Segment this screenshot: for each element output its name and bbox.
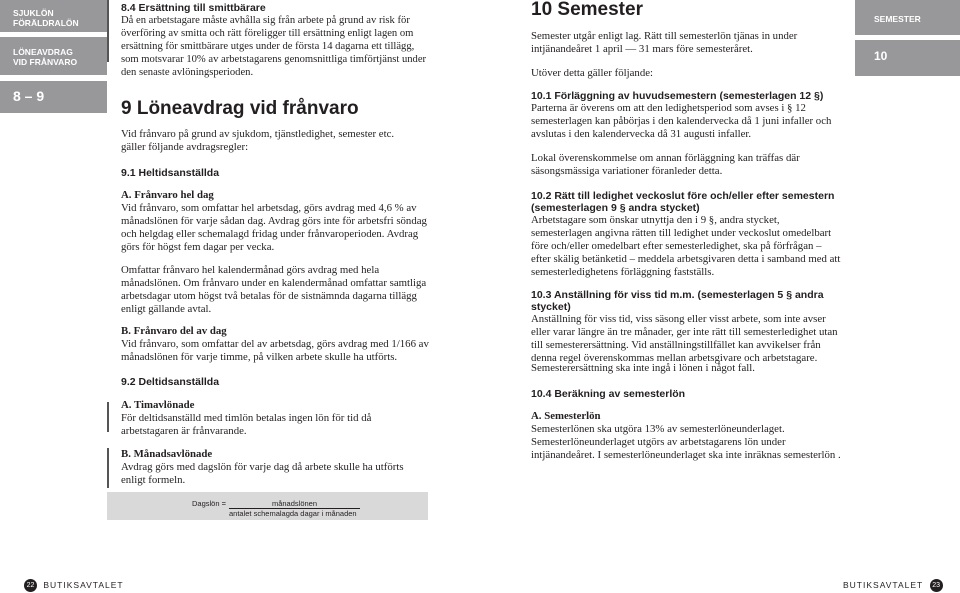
subsection-body: För deltidsanställd med timlön betalas ingen lön för tid då arbetstagaren är frånvarande. [121,412,372,438]
paragraph-full-month: Omfattar frånvaro hel kalendermånad görs avdrag med hela månadslönen. Om frånvaro under en kalendermånad omfattar samtliga arbetsdagar utom högst två betalas för de sistnämnda dagarna tillägg enligt gällande avtal. [121,264,427,316]
section-heading-8-4: 8.4 Ersättning till smittbärare [121,2,266,14]
section-heading-10-4: 10.4 Beräkning av semesterlön [531,388,686,400]
subsection-body: Vid frånvaro, som omfattar hel arbetsdag, görs avdrag med 4,6 % av månadslönen för varje sådan dag. Avdrag görs inte för arbetsfri söndag och helgdag eller schemalagd fridag under frånvaroperioden. Avdrag görs för högst fem dagar per vecka. [121,202,427,254]
section-body-8-4: Då en arbetstagare måste avhålla sig från arbete på grund av risk för överföring av smitta och rätt föreligger till ersättning enligt lagen om ersättning för smittbärare utges under de första 14 dagarna ett tillägg, som motsvarar 10% av arbetstagarens genomsnittliga timförtjänst under den senaste avlöningsperioden. [121,15,427,79]
sidebar-tab-loneavdrag[interactable] [0,37,107,75]
formula-box [107,492,428,520]
page-number-badge: 22 [24,579,37,592]
paragraph-outover: Utöver detta gäller följande: [531,67,654,79]
sidebar-tab-semester[interactable]: SEMESTER [855,0,960,35]
section-heading-9-2: 9.2 Deltidsanställda [121,376,220,388]
subsection-heading: B. Månadsavlönade [121,448,213,460]
subsection-heading: A. Timavlönade [121,399,195,411]
sidebar-tab-section-10[interactable]: 10 [855,40,960,76]
subsection-body: Avdrag görs med dagslön för varje dag då arbete skulle ha utförts enligt formeln. [121,461,404,487]
sidebar-tab-section-range[interactable]: 8 – 9 [0,81,107,113]
section-heading-10-1: 10.1 Förläggning av huvudsemestern (semesterlagen 12 §) [531,90,824,102]
paragraph-note: Semesterersättning ska inte ingå i lönen i något fall. [531,362,755,374]
paragraph-local-agreement: Lokal överenskommelse om annan förläggning kan träffas där säsongsmässiga variationer föranleder detta. [531,152,800,178]
chapter-title-9: 9 Löneavdrag vid frånvaro [121,98,359,119]
margin-bar [107,448,109,488]
subsection-heading: A. Semesterlön [531,410,601,422]
section-body-10-2: Arbetstagare som önskar utnyttja den i 9 §, andra stycket, semesterlagen angivna rätten till ledighet under veckoslut omedelbart före och/eller omedelbart efter semesterledighet, ska på förfrågan – efter skälig betänketid – meddela arbetsgivaren detta i samband med att semesterledighetens förläggning fastställs. [531,214,841,279]
footer-left [24,579,124,592]
footer-label: BUTIKSAVTALET [43,579,124,590]
section-heading-10-2: 10.2 Rätt till ledighet veckoslut före och/eller efter semestern (semesterlagen 9 § andra stycket) [531,190,835,214]
sidebar-tab-label: FÖRÄLDRALÖN [13,18,79,28]
page-number-badge: 23 [930,579,943,592]
formula-denominator: antalet schemalagda dagar i månaden [229,509,357,518]
sidebar-tab-label: SJUKLÖN [13,8,54,18]
sidebar-tab-sjuklon[interactable] [0,0,107,32]
section-heading-9-1: 9.1 Heltidsanställda [121,167,220,179]
sidebar-tab-label: VID FRÅNVARO [13,57,78,67]
formula-label: Dagslön = [192,499,226,508]
margin-bar [107,0,109,62]
footer-label: BUTIKSAVTALET [843,579,924,590]
formula-numerator: månadslönen [229,499,360,509]
subsection-body: Semesterlönen ska utgöra 13% av semesterlöneunderlaget. Semesterlöneunderlaget utgörs av arbetstagarens lön under intjänandeåret. I semesterlöneunderlaget ska inte inräknas semesterlön . [531,423,841,462]
section-heading-10-3: 10.3 Anställning för viss tid m.m. (semesterlagen 5 § andra stycket) [531,289,824,313]
subsection-heading: B. Frånvaro del av dag [121,325,227,337]
section-body-10-3: Anställning för viss tid, viss säsong eller visst arbete, som inte avser eller varar längre än tre månader, ger inte rätt till semesterledighet utan till semesterersättning. Vid anställningstillfället kan avvikelser från denna regel överenskommas mellan arbetsgivare och arbetstagare. [531,313,838,365]
footer-right [843,579,943,592]
chapter-intro-10: Semester utgår enligt lag. Rätt till semesterlön tjänas in under intjänandeåret 1 april — 31 mars före semesteråret. [531,30,798,56]
sidebar-tab-label: LÖNEAVDRAG [13,47,73,57]
subsection-body: Vid frånvaro, som omfattar del av arbetsdag, görs avdrag med 1/166 av månadslönen för varje timme, på vilken arbete skulle ha utförts. [121,338,429,364]
chapter-intro-9: Vid frånvaro på grund av sjukdom, tjänstledighet, semester etc. gäller följande avdragsregler: [121,128,395,154]
subsection-heading: A. Frånvaro hel dag [121,189,214,201]
section-body-10-1: Parterna är överens om att den ledighetsperiod som avses i § 12 semesterlagen kan påbörjas i den kalendervecka då 1 juni infaller och avslutas i den kalendervecka då 31 augusti infaller. [531,102,832,141]
margin-bar [107,402,109,432]
chapter-title-10: 10 Semester [531,0,643,20]
